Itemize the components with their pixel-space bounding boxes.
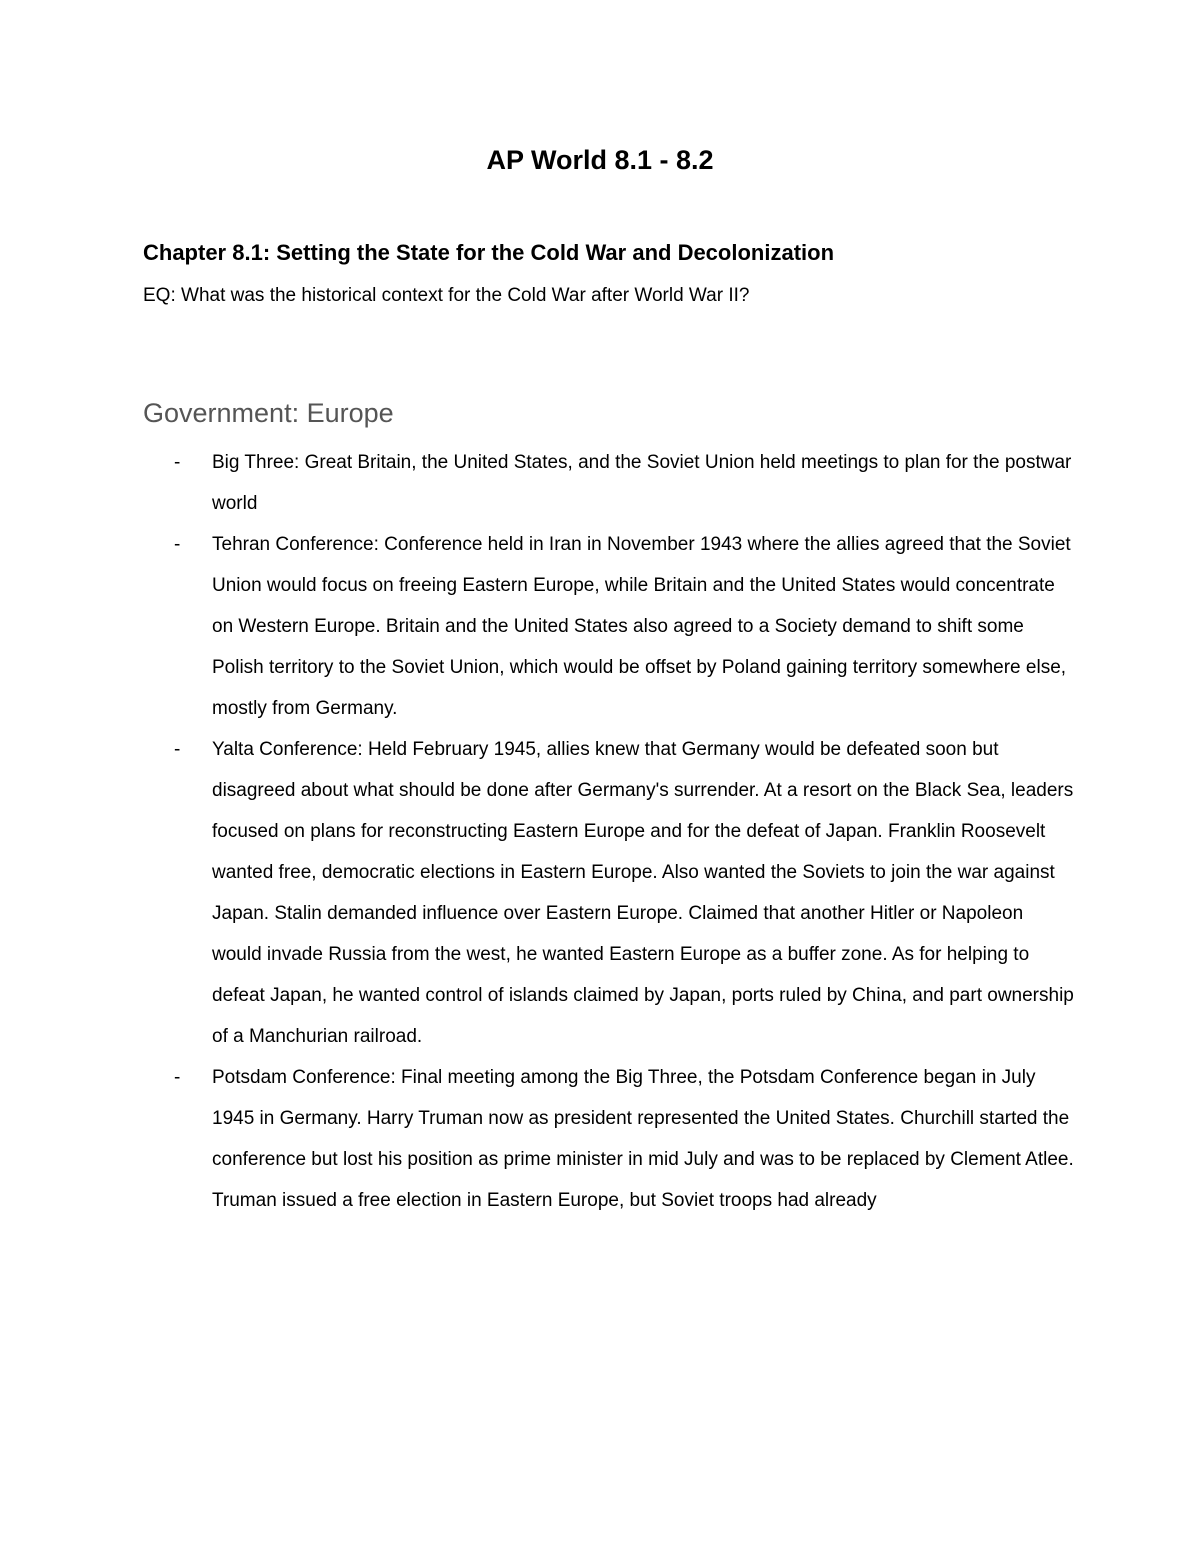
essential-question: EQ: What was the historical context for the Cold War after World War II? <box>143 285 750 306</box>
section-heading: Government: Europe <box>143 398 394 428</box>
chapter-heading: Chapter 8.1: Setting the State for the Cold War and Decolonization <box>143 240 835 265</box>
bullet-marker: - <box>174 534 181 555</box>
page-title: AP World 8.1 - 8.2 <box>486 145 714 175</box>
bullet-marker: - <box>174 739 181 760</box>
list-item <box>174 524 1074 729</box>
bullet-text: Potsdam Conference: Final meeting among the Big Three, the Potsdam Conference began in July 1945 in Germany. Harry Truman now as president represented the United States. Churchill started the conference but lost his position as prime minister in mid July and was to be replaced by Clement Atlee. Truman issued a free election in Eastern Europe, but Soviet troops had already <box>212 1067 1074 1211</box>
bullet-text: Tehran Conference: Conference held in Iran in November 1943 where the allies agreed that the Soviet Union would focus on freeing Eastern Europe, while Britain and the United States would concentrate on Western Europe. Britain and the United States also agreed to a Society demand to shift some Polish territory to the Soviet Union, which would be offset by Poland gaining territory somewhere else, mostly from Germany. <box>212 534 1071 719</box>
list-item <box>174 729 1074 1057</box>
bullet-text: Yalta Conference: Held February 1945, allies knew that Germany would be defeated soon but disagreed about what should be done after Germany's surrender. At a resort on the Black Sea, leaders focused on plans for reconstructing Eastern Europe and for the defeat of Japan. Franklin Roosevelt wanted free, democratic elections in Eastern Europe. Also wanted the Soviets to join the war against Japan. Stalin demanded influence over Eastern Europe. Claimed that another Hitler or Napoleon would invade Russia from the west, he wanted Eastern Europe as a buffer zone. As for helping to defeat Japan, he wanted control of islands claimed by Japan, ports ruled by China, and part ownership of a Manchurian railroad. <box>212 739 1074 1047</box>
bullet-text: Big Three: Great Britain, the United States, and the Soviet Union held meetings to plan for the postwar world <box>212 452 1072 514</box>
bullet-marker: - <box>174 1067 181 1088</box>
bullet-list <box>174 442 1074 1221</box>
bullet-marker: - <box>174 452 181 473</box>
list-item <box>174 442 1074 524</box>
list-item <box>174 1057 1074 1221</box>
